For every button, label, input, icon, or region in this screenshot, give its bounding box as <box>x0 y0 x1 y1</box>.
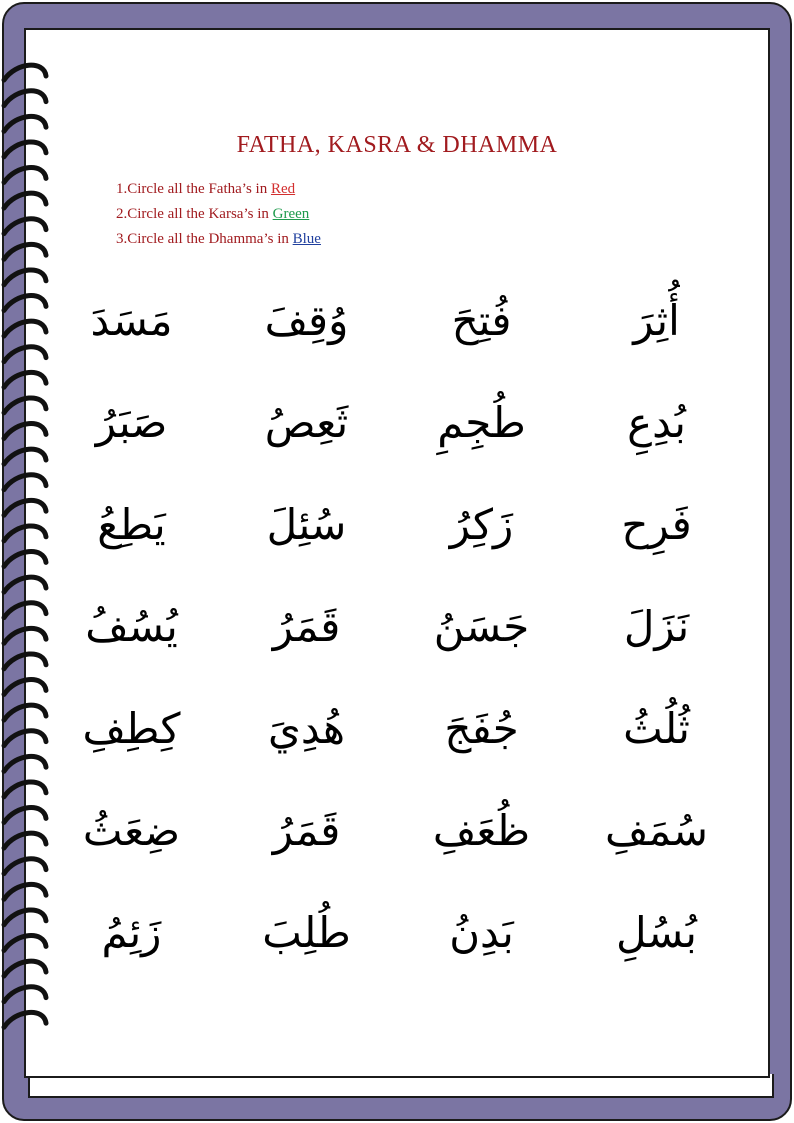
arabic-word: بُسُلِ <box>616 908 697 957</box>
instructions-list <box>116 177 321 252</box>
instruction-item <box>116 202 321 227</box>
arabic-word: صَبَرُ <box>95 398 168 447</box>
arabic-word: فَرِح <box>621 500 692 549</box>
arabic-word: كِطِفِ <box>82 704 181 753</box>
arabic-word: قَمَرُ <box>272 602 341 651</box>
arabic-word: يَطِعُ <box>97 500 166 549</box>
instruction-number: 3. <box>116 231 128 247</box>
color-word-blue: Blue <box>292 231 321 247</box>
arabic-word: طُجِمِ <box>437 398 526 447</box>
arabic-word: زَئِمُ <box>101 908 162 957</box>
arabic-word: نَزَلَ <box>623 602 690 651</box>
arabic-word: ضِعَثُ <box>82 806 181 855</box>
arabic-word: فُتِحَ <box>451 296 512 345</box>
arabic-word: جُفَجَ <box>444 704 519 753</box>
instruction-text: Circle all the Fatha’s in <box>127 181 268 197</box>
arabic-word: بَدِنُ <box>449 908 514 957</box>
instruction-item <box>116 227 321 252</box>
arabic-word: سُئِلَ <box>266 500 347 549</box>
color-word-green: Green <box>272 206 310 222</box>
arabic-word: ظُعَفِ <box>432 806 531 855</box>
instruction-number: 2. <box>116 206 128 222</box>
arabic-word: سُمَفِ <box>605 806 708 855</box>
arabic-word: مَسَدَ <box>90 296 173 345</box>
arabic-word: ثَعِصُ <box>264 398 349 447</box>
arabic-word: هُدِيَ <box>267 704 346 753</box>
arabic-word: وُقِفَ <box>264 296 349 345</box>
arabic-word: ثُلُثُ <box>623 704 690 753</box>
arabic-word: طُلِبَ <box>262 908 351 957</box>
instruction-item <box>116 177 321 202</box>
worksheet-title: FATHA, KASRA & DHAMMA <box>236 132 558 158</box>
instruction-number: 1. <box>116 181 128 197</box>
arabic-word: زَكِرُ <box>449 500 514 549</box>
arabic-word: يُسُفُ <box>85 602 178 651</box>
arabic-word: جَسَنُ <box>433 602 530 651</box>
arabic-word-grid <box>44 270 744 984</box>
color-word-red: Red <box>270 181 296 197</box>
arabic-word: قَمَرُ <box>272 806 341 855</box>
instruction-text: Circle all the Karsa’s in <box>127 206 269 222</box>
instruction-text: Circle all the Dhamma’s in <box>127 231 289 247</box>
arabic-word: بُدِعِ <box>627 398 686 447</box>
arabic-word: أُثِرَ <box>633 296 680 345</box>
